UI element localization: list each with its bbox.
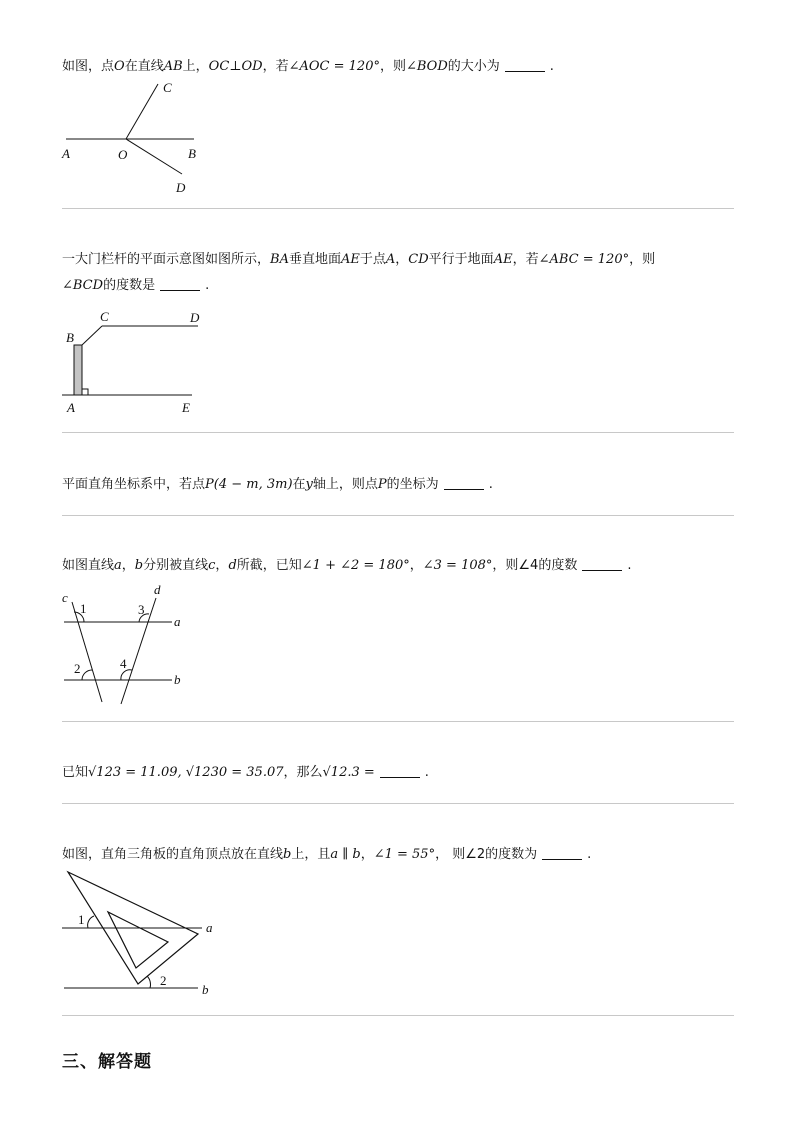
angle-label-4: 4 — [120, 656, 127, 671]
answer-blank[interactable] — [160, 276, 200, 291]
figure-line-ab-angles — [62, 80, 202, 200]
answer-blank[interactable] — [444, 475, 484, 490]
label-c: C — [100, 309, 109, 324]
label-c: c — [62, 590, 68, 605]
answer-blank[interactable] — [582, 556, 622, 571]
question-6-text: 如图，直角三角板的直角顶点放在直线b上，且a ∥ b，∠1 = 55°， 则∠2的度数为 . — [62, 847, 592, 862]
figure-transversals — [62, 582, 202, 707]
label-b: B — [188, 146, 196, 161]
label-d: d — [154, 582, 161, 597]
label-d: D — [190, 310, 200, 325]
divider — [62, 1015, 734, 1016]
angle-label-3: 3 — [138, 602, 145, 617]
label-a: a — [206, 920, 213, 935]
answer-blank[interactable] — [505, 57, 545, 72]
divider — [62, 432, 734, 433]
label-d: D — [176, 180, 186, 195]
divider — [62, 208, 734, 209]
label-a: A — [62, 146, 70, 161]
angle-label-2: 2 — [74, 661, 81, 676]
label-c: C — [163, 80, 172, 95]
divider — [62, 721, 734, 722]
angle-label-1: 1 — [80, 601, 87, 616]
label-b: B — [66, 330, 74, 345]
divider — [62, 515, 734, 516]
label-a: a — [174, 614, 181, 629]
figure-gate-barrier — [62, 306, 212, 418]
question-4-text: 如图直线a，b分别被直线c，d所截，已知∠1 + ∠2 = 180°，∠3 = 108°，则∠4的度数 . — [62, 558, 632, 573]
divider — [62, 803, 734, 804]
question-2-text: 一大门栏杆的平面示意图如图所示，BA垂直地面AE于点A，CD平行于地面AE，若∠ABC = 120°，则 ∠BCD的度数是 . — [62, 252, 656, 293]
question-5-text: 已知√123 = 11.09, √1230 = 35.07，那么√12.3 = . — [62, 765, 429, 780]
angle-label-1: 1 — [78, 912, 85, 927]
answer-blank[interactable] — [380, 763, 420, 778]
answer-blank[interactable] — [542, 845, 582, 860]
angle-label-2: 2 — [160, 973, 167, 988]
label-b: b — [174, 672, 181, 687]
question-1-text: 如图，点O在直线AB上，OC⊥OD，若∠AOC = 120°，则∠BOD的大小为 . — [62, 59, 554, 74]
figure-set-square — [62, 866, 222, 1001]
label-a: A — [67, 400, 75, 415]
label-o: O — [118, 147, 128, 162]
section-heading: 三、解答题 — [62, 1052, 152, 1072]
label-b: b — [202, 982, 209, 997]
label-e: E — [182, 400, 190, 415]
question-3-text: 平面直角坐标系中，若点P(4 − m, 3m)在y轴上，则点P的坐标为 . — [62, 477, 493, 492]
